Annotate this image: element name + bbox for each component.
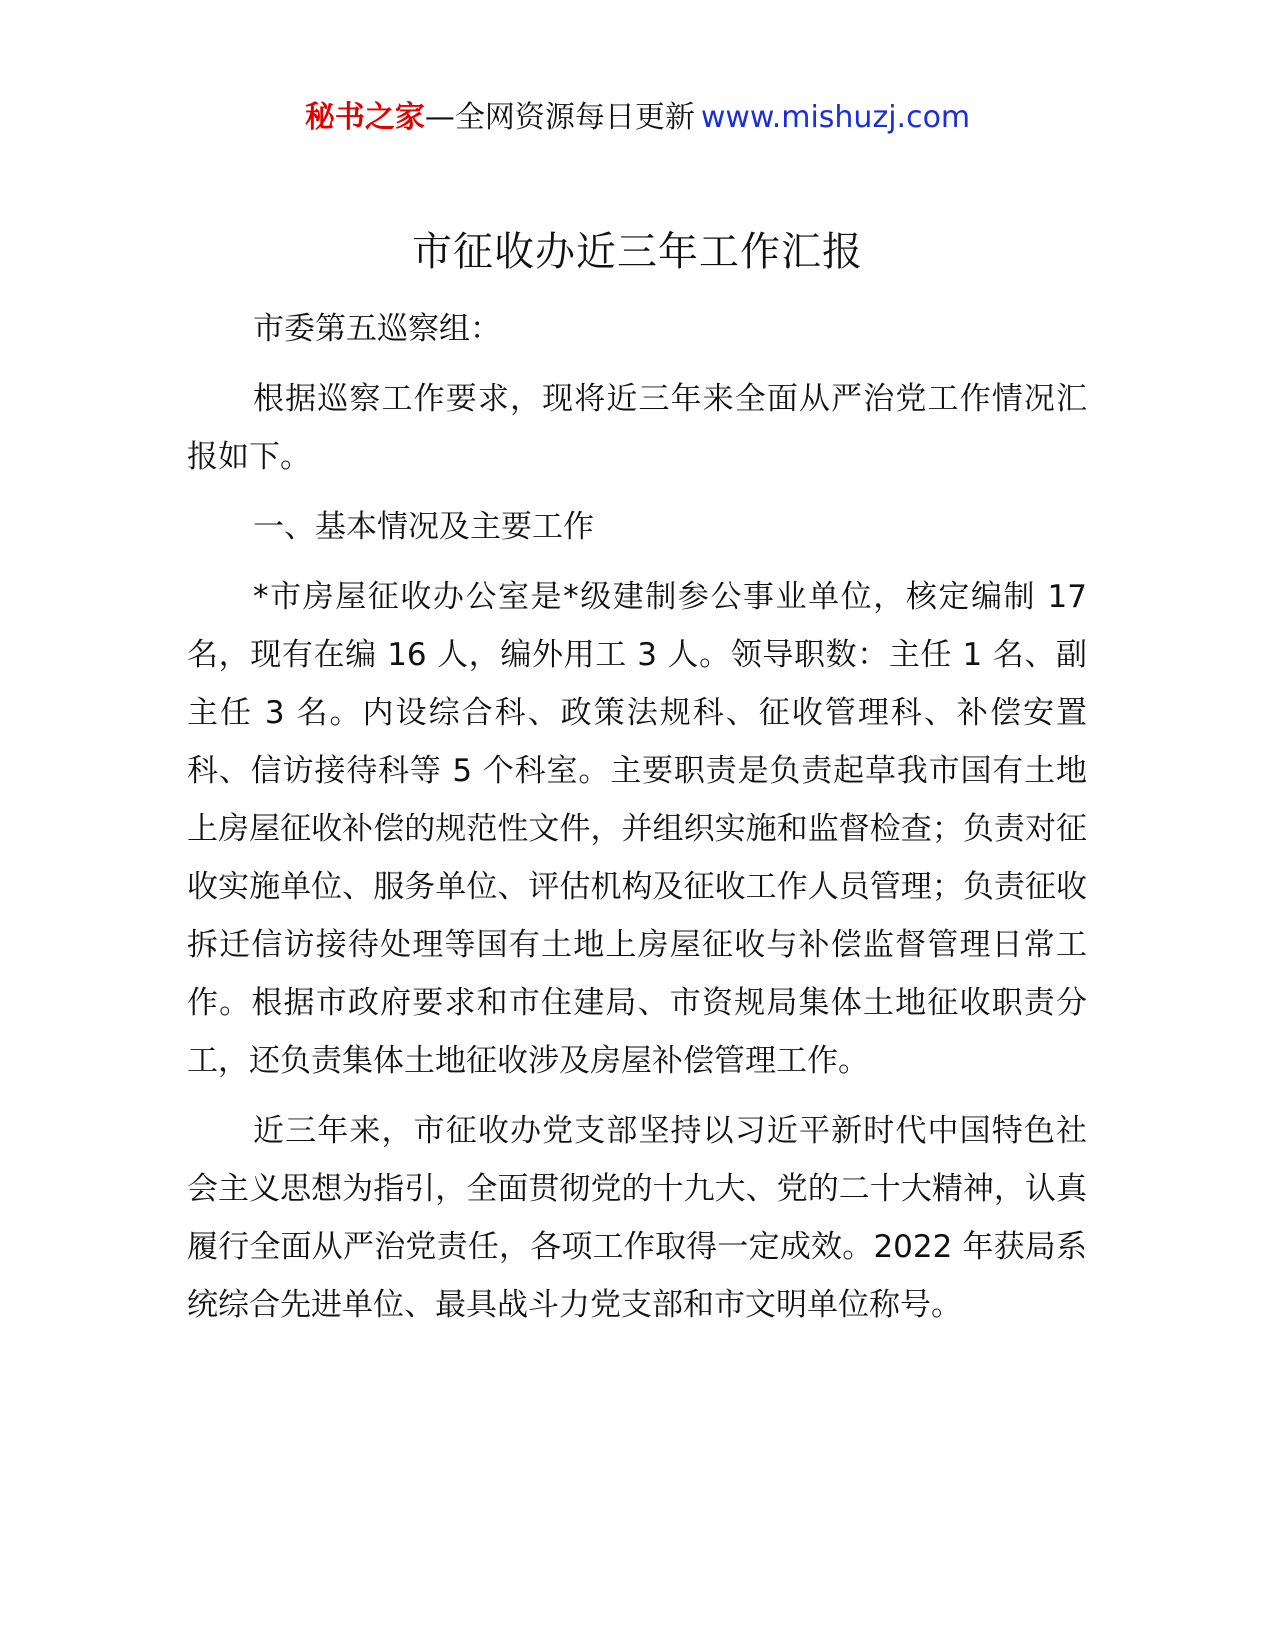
document-title: 市征收办近三年工作汇报 <box>412 229 863 275</box>
site-banner <box>0 98 1275 138</box>
paragraph-basic-info: *市房屋征收办公室是*级建制参公事业单位，核定编制 17 名，现有在编 16 人，编外用工 3 人。领导职数：主任 1 名、副主任 3 名。内设综合科、政策法规科、征收管理科、补偿安置科、信访接待科等 5 个科室。主要职责是负责起草我市国有土地上房屋征收补偿的规范性文件，并组织实施和监督检查；负责对征收实施单位、服务单位、评估机构及征收工作人员管理；负责征收拆迁信访接待处理等国有土地上房屋征收与补偿监督管理日常工作。根据市政府要求和市住建局、市资规局集体土地征收职责分工，还负责集体土地征收涉及房屋补偿管理工作。 <box>187 579 1087 1079</box>
document-body <box>187 300 1087 1346</box>
banner-brand: 秘书之家 <box>304 100 425 135</box>
paragraph-achievements: 近三年来，市征收办党支部坚持以习近平新时代中国特色社会主义思想为指引，全面贯彻党的十九大、党的二十大精神，认真履行全面从严治党责任，各项工作取得一定成效。2022 年获局系统综合先进单位、最具战斗力党支部和市文明单位称号。 <box>187 1113 1087 1323</box>
banner-url-link[interactable]: www.mishuzj.com <box>700 100 971 135</box>
salutation: 市委第五巡察组： <box>253 311 501 347</box>
banner-slogan: —全网资源每日更新 <box>424 100 695 135</box>
section-heading-1: 一、基本情况及主要工作 <box>253 509 594 545</box>
paragraph-intro: 根据巡察工作要求，现将近三年来全面从严治党工作情况汇报如下。 <box>187 381 1087 475</box>
